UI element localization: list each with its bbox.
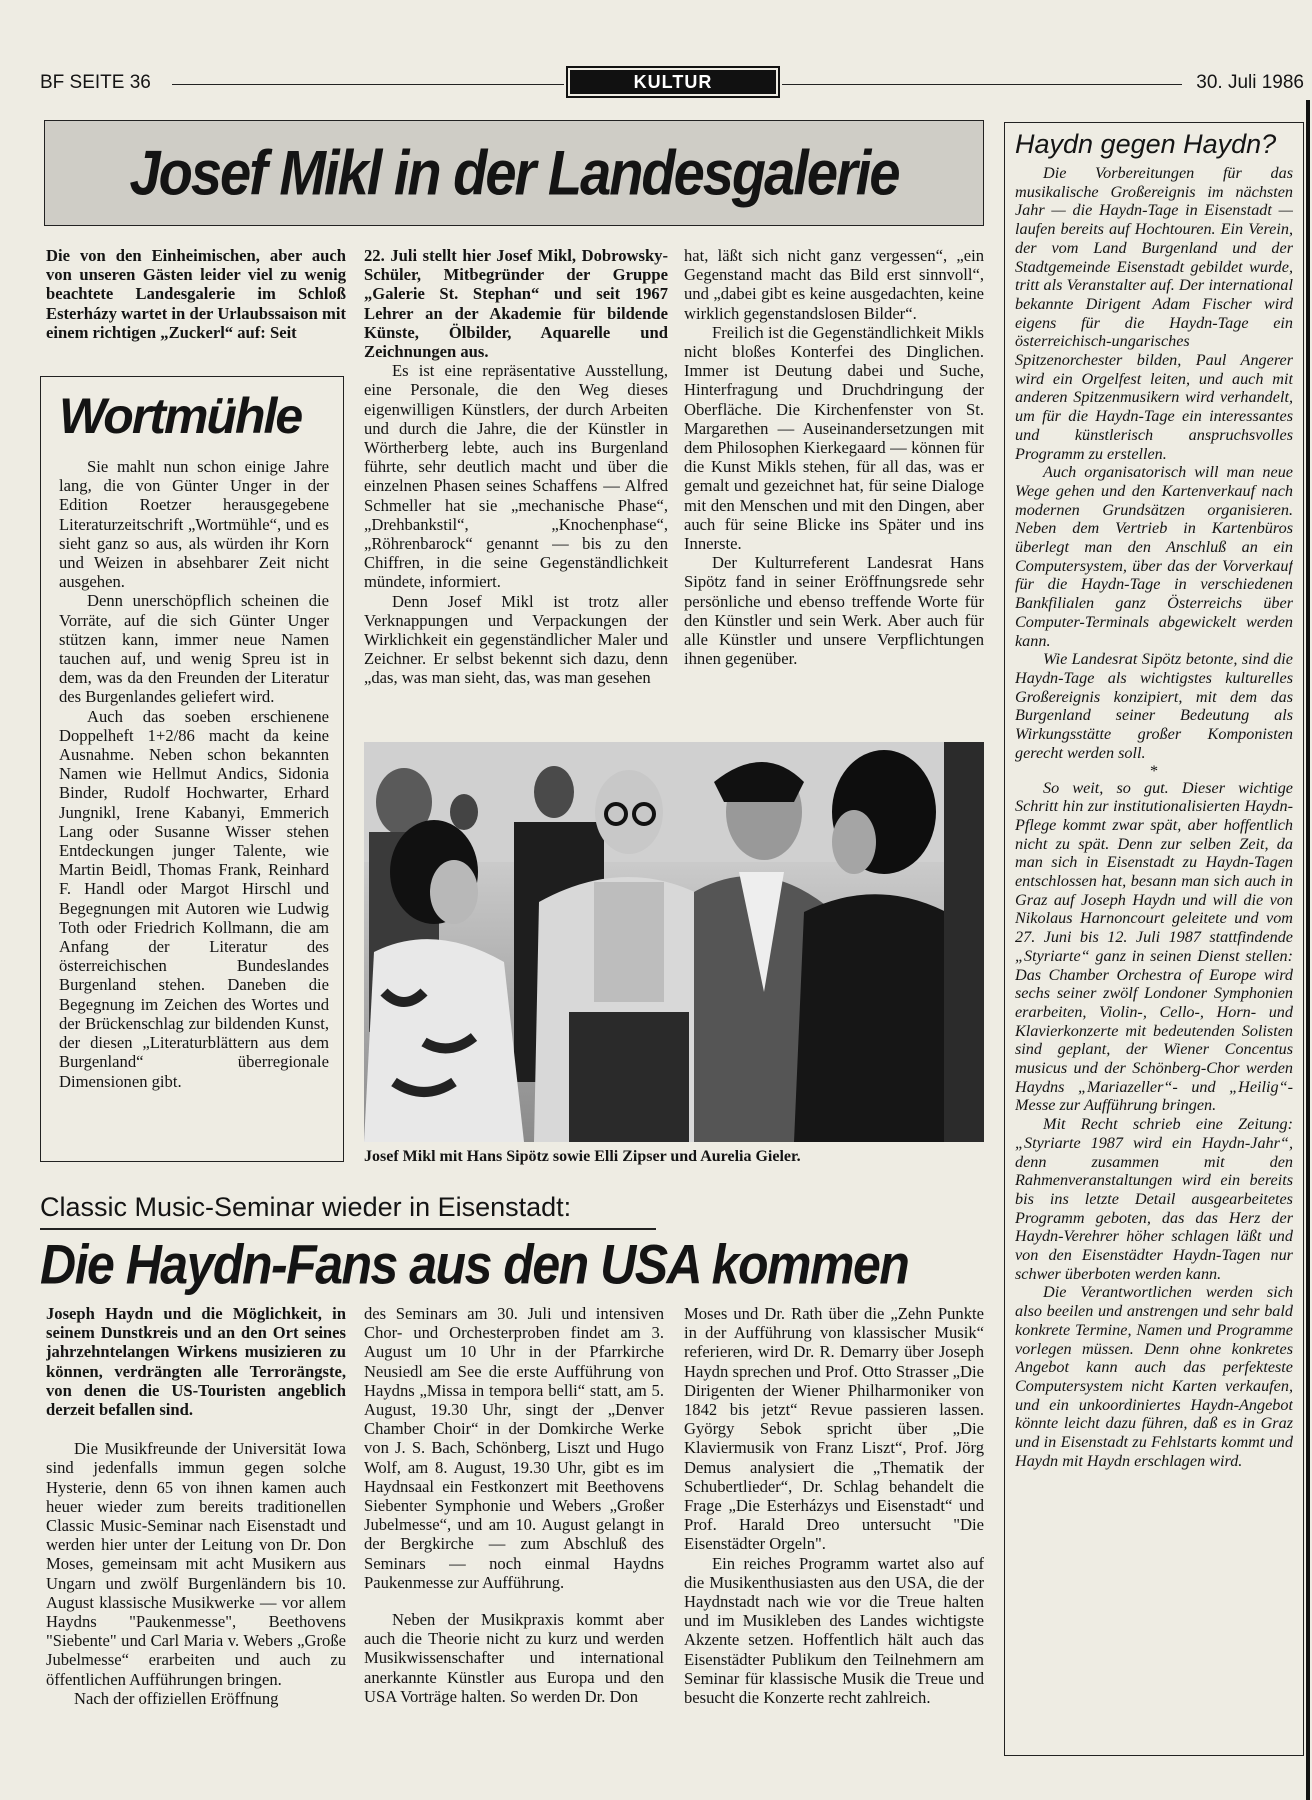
page-number: BF SEITE 36: [40, 72, 151, 93]
mikl-paragraph-4: Der Kulturreferent Landesrat Hans Sipötz fand in seiner Eröffnungsrede sehr persönliche und ebenso treffende Worte für den Künstler und sein Werk. Aber auch für alle Künstler und unsere Verpflichtungen ihnen gegenüber.: [684, 553, 984, 669]
wortmuehle-paragraph-2: Denn unerschöpflich scheinen die Vorräte, auf die sich Günter Unger stützen kann, immer neue Namen tauchen auf, und wenig Spreu ist in dem, was da den Freunden der Literatur des Burgenlandes geliefert wird.: [59, 591, 329, 707]
haydn-fans-paragraph-4: Ein reiches Programm wartet also auf die Musikenthusiasten aus den USA, die der Haydnstadt nach wie vor die Treue halten und im Musikleben des Landes wichtigste Akzente setzen. Hoffentlich hält auch das Eisenstädter Publikum den Teilnehmern am Seminar für klassische Musik die Treue und besucht die Konzerte recht zahlreich.: [684, 1553, 984, 1708]
sidebar-paragraph-5: Mit Recht schrieb eine Zeitung: „Styriarte 1987 wird ein Haydn-Jahr“, denn zusammen mit den Rahmenveranstaltungen wird ein bereits bis ins letzte Detail ausgearbeitetes Programm geboten, das das Herz der Haydn-Verehrer höher schlagen läßt und von den Eisenstädter Haydn-Tagen nur schwer überboten werden kann.: [1015, 1115, 1293, 1283]
sidebar-title: Haydn gegen Haydn?: [1015, 129, 1277, 159]
header-rule-left: [172, 84, 564, 85]
mikl-paragraph-1: Es ist eine repräsentative Ausstellung, eine Personale, die den Weg dieses eigenwilligen Künstlers, der durch Arbeiten und durch die Jahre, die der Künstler in Wörtherberg lebte, auch ins Burgenland führte, sehr deutlich macht und über die einzelnen Phasen seines Schaffens — Alfred Schmeller hat sie „mechanische Phase“, „Drehbankstil“, „Knochenphase“, „Röhrenbarock“ genannt — bis zu den Chiffren, in die seine Gegenständlichkeit mündete, informiert.: [364, 361, 668, 592]
sidebar-paragraph-6: Die Verantwortlichen werden sich also beeilen und anstrengen und sehr bald konkrete Termine, Namen und Programme vorlegen müssen. Denn ohne konkretes Angebot kann auch das perfekteste Computersystem nicht Karten verkaufen, und ein unkoordiniertes Haydn-Angebot könnte leicht dazu führen, daß es in Graz und in Eisenstadt zu Fehlstarts kommt und Haydn mit Haydn erschlagen wird.: [1015, 1283, 1293, 1470]
haydn-gegen-haydn-box: [1004, 122, 1304, 1756]
section-separator-star: *: [1149, 761, 1159, 780]
mikl-headline: Josef Mikl in der Landesgalerie: [129, 137, 899, 208]
haydn-fans-paragraph-1: Die Musikfreunde der Universität Iowa sind jedenfalls immun gegen solche Hysterie, denn 65 von ihnen kamen auch heuer wieder zum bereits traditionellen Classic Music-Seminar nach Eisenstadt und werden hier unter der Leitung von Dr. Don Moses, gemeinsam mit acht Musikern aus Ungarn und zwölf Burgenländern bis 10. August klassische Musikwerke — vor allem Haydns "Paukenmesse", Beethovens "Siebente" und Carl Maria v. Webers „Große Jubelmesse“ erarbeiten und auch zu öffentlichen Aufführungen bringen.: [46, 1439, 346, 1689]
wortmuehle-paragraph-1: Sie mahlt nun schon einige Jahre lang, die von Günter Unger in der Edition Roetzer herausgegebene Literaturzeitschrift „Wortmühle“, und es sieht ganz so aus, als würden ihr Korn und Weizen in absehbarer Zeit nicht ausgehen.: [59, 457, 329, 592]
sidebar-paragraph-3: Wie Landesrat Sipötz betonte, sind die Haydn-Tage als wichtigstes kulturelles Großereignis konzipiert, mit dem das Burgenland seiner Bedeutung als Wirkungsstätte großer Komponisten gerecht werden soll.: [1015, 650, 1293, 762]
section-label: KULTUR: [570, 70, 776, 94]
haydn-fans-column-1: Joseph Haydn und die Möglichkeit, in seinem Dunstkreis und an den Ort seines jahrzehntelangen Wirkens musizieren zu können, verdrängten alle Terrorängste, von denen die US-Touristen angeblich derzeit befallen sind. Die Musikfreunde der Universität Iowa sind jedenfalls immun gegen solche Hysterie, denn 65 von ihnen kamen auch heuer wieder zum bereits traditionellen Classic Music-Seminar nach Eisenstadt und werden hier unter der Leitung von Dr. Don Moses, gemeinsam mit acht Musikern aus Ungarn und zwölf Burgenländern bis 10. August klassische Musikwerke — vor allem Haydns "Paukenmesse", Beethovens "Siebente" und Carl Maria v. Webers „Große Jubelmesse“ erarbeiten und auch zu öffentlichen Aufführungen bringen. Nach der offiziellen Eröffnung: [46, 1304, 346, 1708]
haydn-fans-headline: Die Haydn-Fans aus den USA kommen: [40, 1233, 909, 1296]
wortmuehle-title: Wortmühle: [59, 388, 302, 444]
issue-date: 30. Juli 1986: [1196, 72, 1304, 93]
photo-illustration: [364, 742, 984, 1142]
subhead-underline: [40, 1228, 656, 1230]
sidebar-paragraph-2: Auch organisatorisch will man neue Wege gehen und den Kartenverkauf nach modernen Grundsätzen organisieren. Neben dem Vertrieb in Kartenbüros überlegt man den Anschluß an ein Computersystem, über das der Vorverkauf für die Haydn-Tage in verschiedenen Bankfilialen ganz Österreichs über Computer-Terminals abgewickelt werden kann.: [1015, 463, 1293, 650]
mikl-column-3: hat, läßt sich nicht ganz vergessen“, „ein Gegenstand macht das Bild erst sinnvoll“, und „dabei gibt es keine ausgedachten, keine wirklich gegenstandslosen Bilder“. Freilich ist die Gegenständlichkeit Mikls nicht bloßes Konterfei des Dinglichen. Immer ist Deutung dabei und Suche, Hinterfragung und Druchdringung der Oberfläche. Die Kirchenfenster von St. Margarethen — Auseinandersetzungen mit dem Philosophen Kierkegaard — können für die Kunst Mikls stehen, für all das, was er gemalt und gezeichnet hat, für seine Dialoge mit den Menschen und mit den Dingen, aber auch für seine Blicke ins Später und ins Innerste. Der Kulturreferent Landesrat Hans Sipötz fand in seiner Eröffnungsrede sehr persönliche und ebenso treffende Worte für den Künstler und sein Werk. Aber auch für alle Künstler und unsere Verpflichtungen ihnen gegenüber.: [684, 246, 984, 669]
wortmuehle-box: [40, 376, 344, 1162]
section-label-box: [566, 66, 780, 98]
page-edge-shadow: [1306, 100, 1310, 1800]
mikl-paragraph-3: Freilich ist die Gegenständlichkeit Mikls nicht bloßes Konterfei des Dinglichen. Immer ist Deutung dabei und Suche, Hinterfragung und Druchdringung der Oberfläche. Die Kirchenfenster von St. Margarethen — Auseinandersetzungen mit dem Philosophen Kierkegaard — können für die Kunst Mikls stehen, für all das, was er gemalt und gezeichnet hat, für seine Dialoge mit den Menschen und mit den Dingen, aber auch für seine Blicke ins Später und ins Innerste.: [684, 322, 984, 554]
photo-mikl-sipoetz: [364, 742, 984, 1142]
photo-caption: Josef Mikl mit Hans Sipötz sowie Elli Zipser und Aurelia Gieler.: [364, 1148, 801, 1165]
mikl-column-2: 22. Juli stellt hier Josef Mikl, Dobrowsky-Schüler, Mitbegründer der Gruppe „Galerie St. Stephan“ und seit 1967 Lehrer an der Akademie für bildende Künste, Ölbilder, Aquarelle und Zeichnungen aus. Es ist eine repräsentative Ausstellung, eine Personale, die den Weg dieses eigenwilligen Künstlers, der durch Arbeiten und durch die Jahre, die der Künstler in Wörtherberg lebte, auch ins Burgenland führte, sehr deutlich macht und über die einzelnen Phasen seines Schaffens — Alfred Schmeller hat sie „mechanische Phase“, „Drehbankstil“, „Knochenphase“, „Röhrenbarock“ genannt — bis zu den Chiffren, in die seine Gegenständlichkeit mündete, informiert. Denn Josef Mikl ist trotz aller Verknappungen und Verpackungen der Wirklichkeit ein gegenständlicher Maler und Zeichner. Er selbst bekennt sich dazu, denn „das, was man sieht, das, was man gesehen: [364, 246, 668, 688]
haydn-fans-lead: Joseph Haydn und die Möglichkeit, in seinem Dunstkreis und an den Ort seines jahrzehntelangen Wirkens musizieren zu können, verdrängten alle Terrorängste, von denen die US-Touristen angeblich derzeit befallen sind.: [46, 1304, 346, 1420]
haydn-fans-column-2: des Seminars am 30. Juli und intensiven Chor- und Orchesterproben findet am 3. August um 10 Uhr in der Pfarrkirche Neusiedl am See die erste Aufführung von Haydns „Missa in tempora belli“ statt, am 5. August, 19.30 Uhr, singt der „Denver Chamber Choir“ in der Domkirche Werke von J. S. Bach, Schönberg, Liszt und Hugo Wolf, am 8. August, 19.30 Uhr, gibt es im Haydnsaal ein Festkonzert mit Beethovens Siebenter Symphonie und Webers „Großer Jubelmesse“, und am 10. August gelangt in der Bergkirche — zum Abschluß des Seminars — noch einmal Haydns Paukenmesse zur Aufführung. Neben der Musikpraxis kommt aber auch die Theorie nicht zu kurz und werden Musikwissenschafter und international anerkannte Künstler aus Europa und den USA Vorträge halten. So werden Dr. Don: [364, 1304, 664, 1706]
wortmuehle-paragraph-3: Auch das soeben erschienene Doppelheft 1+2/86 macht da keine Ausnahme. Neben schon bekannten Namen wie Hellmut Andics, Sidonia Binder, Rudolf Hochwarter, Erhard Jungnikl, Irene Kabanyi, Emmerich Lang oder Susanne Wisser stehen Entdeckungen junger Talente, wie Martin Beidl, Thomas Frank, Reinhard F. Handl oder Margot Hirschl und Begegnungen mit Autoren wie Ludwig Toth oder Friedrich Kollmann, die am Anfang der Literatur des österreichischen Bundeslandes Burgenland stehen. Daneben die Begegnung im Zeichen des Wortes und der Brückenschlag zur bildenden Kunst, der diesen „Literaturblättern aus dem Burgenland“ überregionale Dimensionen gibt.: [59, 706, 329, 1091]
sidebar-paragraph-1: Die Vorbereitungen für das musikalische Großereignis im nächsten Jahr — die Haydn-Tage in Eisenstadt — laufen bereits auf Hochtouren. Ein Verein, der vom Land Burgenland und der Stadtgemeinde Eisenstadt gebildet wurde, tritt als Veranstalter auf. Der international bekannte Dirigent Adam Fischer wird eigens für die Haydn-Tage ein österreichisch-ungarisches Spitzenorchester bilden, Paul Angerer wird ein Orgelfest leiten, und auch mit anderen Spitzenmusikern wird verhandelt, um für die Haydn-Tage ein interessantes und künstlerisch anspruchsvolles Programm zu erstellen.: [1015, 164, 1293, 463]
header-rule-right: [782, 84, 1182, 85]
haydn-fans-column-3: Moses und Dr. Rath über die „Zehn Punkte in der Aufführung von klassischer Musik“ referieren, wird Dr. R. Demarry über Joseph Haydn sprechen und Prof. Otto Strasser „Die Dirigenten der Wiener Philharmoniker von 1842 bis jetzt“ Revue passieren lassen. György Sebok spricht über „Die Klaviermusik von Franz Liszt“, Prof. Jörg Demus analysiert die „Thematik der Schubertlieder“, Dr. Schlag behandelt die Frage „Die Esterházys und Eisenstadt“ und Prof. Harald Dreo untersucht "Die Eisenstädter Orgeln". Ein reiches Programm wartet also auf die Musikenthusiasten aus den USA, die der Haydnstadt nach wie vor die Treue halten und im Musikleben des Landes wichtigste Akzente setzen. Hoffentlich hält auch das Eisenstädter Publikum den Teilnehmern am Seminar für klassische Musik die Treue und besucht die Konzerte recht zahlreich.: [684, 1304, 984, 1708]
sidebar-paragraph-4: So weit, so gut. Dieser wichtige Schritt hin zur institutionalisierten Haydn-Pflege kommt zwar spät, aber hoffentlich nicht zu spät. Denn zur selben Zeit, da man sich in Eisenstadt zu Haydn-Tagen entschlossen hat, besann man sich auch in Graz auf Joseph Haydn und will die von Nikolaus Harnoncourt geleitete und vom 27. Juni bis 12. Juli 1987 stattfindende „Styriarte“ ganz in seinen Dienst stellen: Das Chamber Orchestra of Europe wird sechs seiner zwölf Londoner Symphonien erarbeiten, Violin-, Cello-, Horn- und Klavierkonzerte mit bedeutenden Solisten sind geplant, der Wiener Concentus musicus und der Schönberg-Chor werden Haydns „Mariazeller“- und „Heilig“-Messe zur Aufführung bringen.: [1015, 778, 1293, 1115]
haydn-fans-subhead: Classic Music-Seminar wieder in Eisenstadt:: [40, 1192, 572, 1222]
mikl-headline-box: [44, 120, 984, 226]
mikl-lead-part1: Die von den Einheimischen, aber auch von unseren Gästen leider viel zu wenig beachtete Landesgalerie im Schloß Esterházy wartet in der Urlaubssaison mit einem richtigen „Zuckerl“ auf: Seit: [46, 246, 346, 342]
